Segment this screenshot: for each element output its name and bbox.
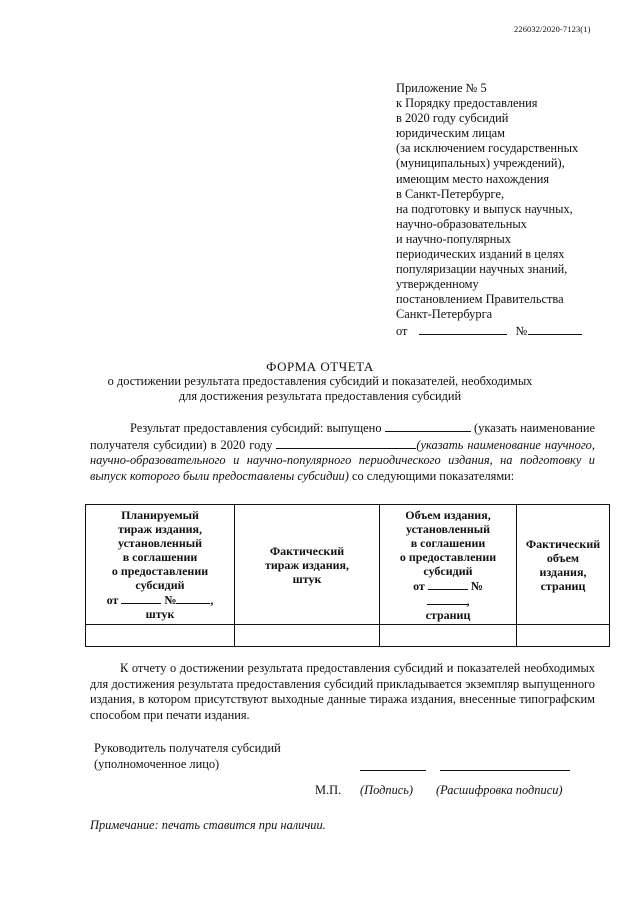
table-header-row (86, 505, 610, 625)
intro-part4: со следующими показателями: (352, 468, 515, 483)
number-blank[interactable] (528, 323, 582, 335)
document-id: 226032/2020-7123(1) (514, 24, 591, 34)
intro-paragraph (90, 420, 595, 484)
remark: Примечание: печать ставится при наличии. (90, 818, 326, 832)
appendix-line: (муниципальных) учреждений), (396, 156, 565, 171)
table-row (86, 625, 610, 647)
appendix-line: (за исключением государственных (396, 141, 579, 156)
appendix-header (396, 81, 626, 339)
form-title: ФОРМА ОТЧЕТА (266, 359, 374, 374)
number-blank[interactable] (176, 592, 210, 604)
header-text: установленный (117, 536, 203, 550)
signature-line[interactable] (360, 770, 426, 771)
appendix-line: утвержденному (396, 277, 479, 292)
table-cell[interactable] (86, 625, 235, 647)
header-text: тираж издания, (264, 557, 350, 572)
header-text: издания, (539, 564, 587, 579)
appendix-line: периодических изданий в целях (396, 247, 565, 262)
edition-blank[interactable] (276, 437, 416, 449)
stamp-label: М.П. (315, 783, 342, 797)
date-blank[interactable] (121, 592, 161, 604)
header-text: о предоставлении (111, 564, 209, 578)
appendix-line: к Порядку предоставления (396, 96, 538, 111)
intro-part2: (указать наименование получателя субсидии) в 2020 году (90, 421, 595, 452)
signature-label: (Подпись) (360, 783, 414, 797)
report-table (85, 504, 610, 647)
decoding-label: (Расшифровка подписи) (436, 783, 563, 797)
appendix-line: имеющим место нахождения (396, 171, 550, 186)
date-prefix: от (106, 593, 119, 607)
header-text: Планируемый (121, 508, 199, 522)
header-planned-circulation (86, 505, 235, 625)
attachment-note-text: К отчету о достижении результата предоставления субсидий и показателей необходимых для достижения результата предоставления субсидий прикладывается экземпляр выпущенного издания, в котором присутствуют выходные данные тиража издания, внесенные типографским способом при печати издания. (90, 661, 595, 722)
intro-part1: Результат предоставления субсидий: выпущено (130, 421, 382, 435)
number-sign: № (515, 323, 528, 338)
header-text: установленный (405, 521, 491, 536)
appendix-line: постановлением Правительства (396, 292, 564, 307)
appendix-line: на подготовку и выпуск научных, (396, 201, 573, 216)
header-number-line: , (382, 593, 514, 608)
date-prefix: от (413, 578, 425, 593)
form-subtitle (60, 374, 580, 404)
signer-role (94, 741, 281, 772)
header-text: субсидий (135, 578, 185, 592)
header-text: субсидий (423, 563, 473, 578)
header-text: Фактический (269, 543, 345, 558)
table-cell[interactable] (517, 625, 610, 647)
header-actual-volume (517, 505, 610, 625)
table-cell[interactable] (235, 625, 380, 647)
table-cell[interactable] (380, 625, 517, 647)
header-text: Объем издания, (405, 507, 491, 522)
header-text: в соглашении (122, 550, 198, 564)
number-sign: № (164, 593, 177, 607)
appendix-line: и научно-популярных (396, 231, 511, 246)
appendix-line: в Санкт-Петербурге, (396, 186, 505, 201)
appendix-line: научно-образовательных (396, 216, 527, 231)
appendix-line: в 2020 году субсидий (396, 111, 509, 126)
appendix-line: Санкт-Петербурга (396, 307, 493, 322)
number-sign: № (470, 578, 483, 593)
intro-part3: (указать наименование научного, научно-образовательного и научно-популярного периодического издания, на подготовку и выпуск которого были предоставлены субсидии) (90, 437, 595, 483)
header-unit: штук (145, 607, 175, 621)
appendix-line: Приложение № 5 (396, 81, 487, 95)
header-actual-circulation (235, 505, 380, 625)
form-subtitle-line1: о достижении результата предоставления субсидий и показателей, необходимых (107, 374, 533, 388)
header-text: тираж издания, (117, 522, 203, 536)
attachment-note (90, 661, 595, 723)
appendix-date-line (396, 323, 626, 339)
header-planned-volume (380, 505, 517, 625)
signer-role-line2: (уполномоченное лицо) (94, 756, 220, 771)
number-blank[interactable] (427, 593, 467, 605)
header-unit: страниц (425, 607, 471, 622)
header-text: штук (292, 571, 322, 586)
header-text: в соглашении (410, 535, 486, 550)
header-date-line (382, 578, 514, 593)
appendix-line: популяризации научных знаний, (396, 262, 568, 277)
date-blank[interactable] (428, 578, 468, 590)
signature-decoding-line[interactable] (440, 770, 570, 771)
appendix-line: юридическим лицам (396, 126, 505, 141)
header-text: объем (546, 550, 580, 565)
header-text: страниц (540, 578, 586, 593)
form-subtitle-line2: для достижения результата предоставления субсидий (178, 389, 462, 403)
header-text: о предоставлении (399, 549, 497, 564)
recipient-blank[interactable] (385, 420, 471, 432)
header-text: Фактический (525, 536, 601, 551)
header-date-line: от № , (106, 593, 214, 607)
date-prefix: от (396, 323, 408, 338)
signer-role-line1: Руководитель получателя субсидий (94, 741, 281, 755)
date-blank[interactable] (419, 323, 507, 335)
